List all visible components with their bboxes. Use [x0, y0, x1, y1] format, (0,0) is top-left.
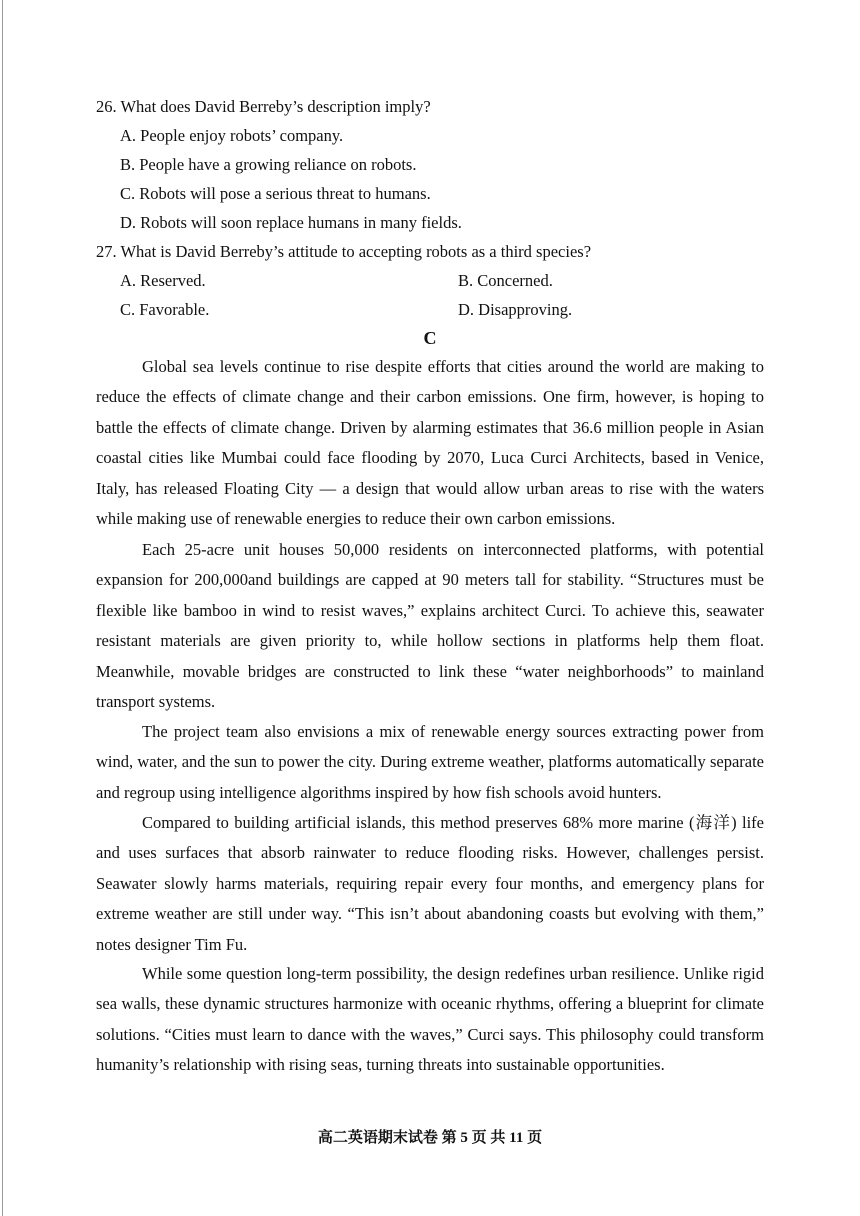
question-26-option-c: C. Robots will pose a serious threat to humans.: [120, 184, 431, 203]
question-27-option-d: D. Disapproving.: [458, 300, 573, 319]
question-26-option-d: D. Robots will soon replace humans in many fields.: [120, 213, 462, 232]
question-26-option-a: A. People enjoy robots’ company.: [120, 126, 344, 145]
question-27-option-a: A. Reserved.: [120, 271, 206, 290]
passage-paragraph-3: The project team also envisions a mix of renewable energy sources extracting power from wind, water, and the sun to power the city. During extreme weather, platforms automatically separate and regroup using intelligence algorithms inspired by how fish schools avoid hunters.: [96, 722, 764, 802]
question-27-option-b: B. Concerned.: [458, 271, 553, 290]
passage-paragraph-5: While some question long-term possibility, the design redefines urban resilience. Unlike rigid sea walls, these dynamic structures harmonize with oceanic rhythms, offering a blueprint for climate solutions. “Cities must learn to dance with the waves,” Curci says. This philosophy could transform humanity’s relationship with rising seas, turning threats into sustainable opportunities.: [96, 964, 764, 1075]
passage-paragraph-2: Each 25-acre unit houses 50,000 residents on interconnected platforms, with potential expansion for 200,000and buildings are capped at 90 meters tall for stability. “Structures must be flexible like bamboo in wind to resist waves,” explains architect Curci. To achieve this, seawater resistant materials are given priority to, while hollow sections in platforms help them float. Meanwhile, movable bridges are constructed to link these “water neighborhoods” to mainland transport systems.: [96, 540, 764, 712]
passage-paragraph-1: Global sea levels continue to rise despite efforts that cities around the world are making to reduce the effects of climate change and their carbon emissions. One firm, however, is hoping to battle the effects of climate change. Driven by alarming estimates that 36.6 million people in Asian coastal cities like Mumbai could face flooding by 2070, Luca Curci Architects, based in Venice, Italy, has released Floating City — a design that would allow urban areas to rise with the waters while making use of renewable energies to reduce their own carbon emissions.: [96, 357, 764, 529]
page-footer: 高二英语期末试卷 第 5 页 共 11 页: [317, 1130, 543, 1146]
section-heading: C: [423, 328, 437, 348]
question-27-stem: 27. What is David Berreby’s attitude to accepting robots as a third species?: [96, 242, 592, 261]
question-27-option-c: C. Favorable.: [120, 300, 210, 319]
question-26-stem: 26. What does David Berreby’s description imply?: [96, 97, 431, 116]
question-26-option-b: B. People have a growing reliance on robots.: [120, 155, 417, 174]
passage-paragraph-4: Compared to building artificial islands, this method preserves 68% more marine (海洋) life and uses surfaces that absorb rainwater to reduce flooding risks. However, challenges persist. Seawater slowly harms materials, requiring repair every four months, and emergency plans for extreme weather are still under way. “This isn’t about abandoning coasts but evolving with them,” notes designer Tim Fu.: [96, 813, 764, 954]
